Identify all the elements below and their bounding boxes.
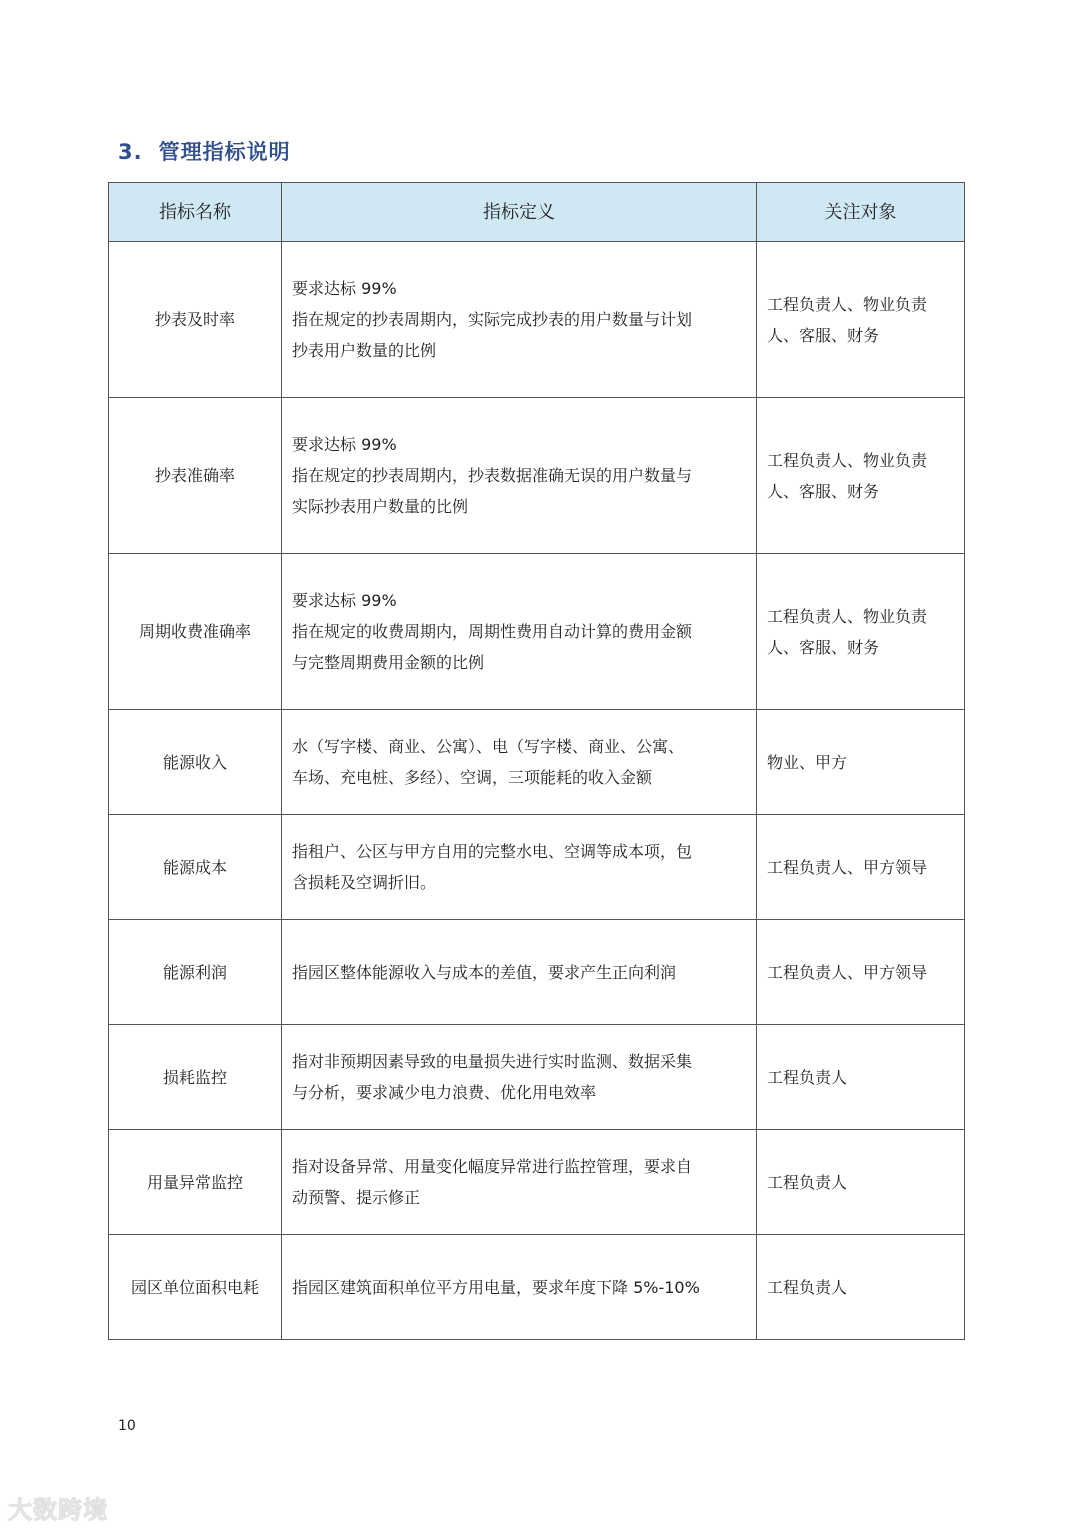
header-metric-definition: 指标定义 (282, 183, 757, 242)
table-row (109, 1130, 965, 1235)
table-row (109, 398, 965, 554)
target-audience: 工程负责人、物业负责人、客服、财务 (757, 242, 965, 398)
definition-line: 动预警、提示修正 (292, 1188, 421, 1207)
section-heading (118, 136, 291, 166)
definition-line: 含损耗及空调折旧。 (292, 873, 437, 892)
table-header-row (109, 183, 965, 242)
definition-line: 指租户、公区与甲方自用的完整水电、空调等成本项，包 (292, 842, 693, 861)
definition-line: 车场、充电桩、多经）、空调，三项能耗的收入金额 (292, 768, 653, 787)
page-number: 10 (118, 1418, 136, 1434)
table-row (109, 1025, 965, 1130)
metric-name: 能源收入 (109, 710, 282, 815)
watermark-text: 大数跨境 (8, 1496, 108, 1524)
definition-line: 指在规定的抄表周期内，实际完成抄表的用户数量与计划 (292, 310, 693, 329)
definition-line: 指园区整体能源收入与成本的差值，要求产生正向利润 (292, 962, 677, 982)
definition-line: 实际抄表用户数量的比例 (292, 497, 469, 516)
target-audience: 工程负责人 (757, 1235, 965, 1340)
definition-line: 要求达标 99% (292, 591, 397, 610)
target-audience: 工程负责人 (757, 1025, 965, 1130)
metric-definition (282, 398, 757, 554)
metric-definition (282, 710, 757, 815)
metric-name: 抄表准确率 (109, 398, 282, 554)
target-audience: 工程负责人、物业负责人、客服、财务 (757, 398, 965, 554)
definition-line: 要求达标 99% (292, 279, 397, 298)
definition-line: 指对非预期因素导致的电量损失进行实时监测、数据采集 (292, 1052, 693, 1071)
metric-definition (282, 1025, 757, 1130)
metric-name: 用量异常监控 (109, 1130, 282, 1235)
metric-name: 能源成本 (109, 815, 282, 920)
target-audience: 工程负责人、甲方领导 (757, 920, 965, 1025)
metric-definition (282, 815, 757, 920)
metric-name: 能源利润 (109, 920, 282, 1025)
table-row (109, 554, 965, 710)
metric-definition (282, 920, 757, 1025)
definition-line: 与分析，要求减少电力浪费、优化用电效率 (292, 1083, 597, 1102)
target-audience: 工程负责人、物业负责人、客服、财务 (757, 554, 965, 710)
section-title: 管理指标说明 (158, 140, 291, 164)
table-row (109, 1235, 965, 1340)
definition-line: 抄表用户数量的比例 (292, 341, 437, 360)
definition-line: 水（写字楼、商业、公寓）、电（写字楼、商业、公寓、 (292, 737, 685, 756)
definition-line: 与完整周期费用金额的比例 (292, 653, 485, 672)
target-audience: 物业、甲方 (757, 710, 965, 815)
definition-line: 指在规定的收费周期内，周期性费用自动计算的费用金额 (292, 622, 693, 641)
metric-definition (282, 1235, 757, 1340)
header-target-audience: 关注对象 (757, 183, 965, 242)
metric-name: 损耗监控 (109, 1025, 282, 1130)
metric-name: 抄表及时率 (109, 242, 282, 398)
definition-line: 指对设备异常、用量变化幅度异常进行监控管理，要求自 (292, 1157, 693, 1176)
target-audience: 工程负责人、甲方领导 (757, 815, 965, 920)
header-metric-name: 指标名称 (109, 183, 282, 242)
section-number: 3. (118, 140, 143, 164)
definition-line: 要求达标 99% (292, 435, 397, 454)
definition-line: 指园区建筑面积单位平方用电量，要求年度下降 5%-10% (292, 1277, 700, 1297)
metrics-table (108, 182, 965, 1340)
watermark-logo (8, 1490, 108, 1525)
metric-definition (282, 242, 757, 398)
target-audience: 工程负责人 (757, 1130, 965, 1235)
metric-name: 周期收费准确率 (109, 554, 282, 710)
table-row (109, 815, 965, 920)
metric-definition (282, 554, 757, 710)
metric-name: 园区单位面积电耗 (109, 1235, 282, 1340)
metric-definition (282, 1130, 757, 1235)
table-row (109, 710, 965, 815)
table-row (109, 242, 965, 398)
definition-line: 指在规定的抄表周期内，抄表数据准确无误的用户数量与 (292, 466, 693, 485)
table-row (109, 920, 965, 1025)
